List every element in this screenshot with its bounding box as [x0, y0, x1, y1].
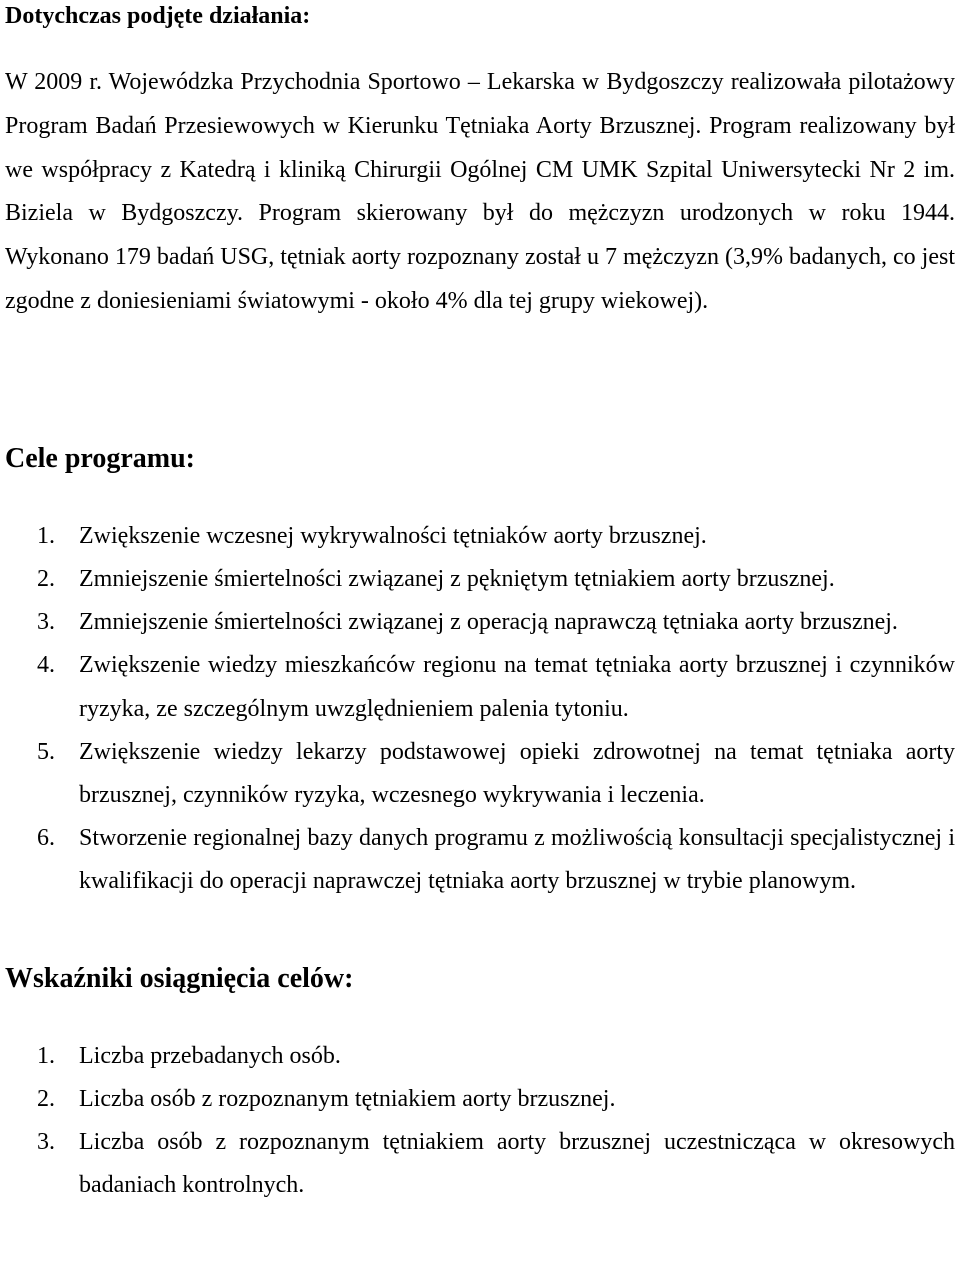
list-item-number: 6.: [37, 825, 55, 852]
list-item-number: 1.: [37, 1042, 55, 1069]
list-item: [5, 1078, 955, 1121]
list-item-number: 5.: [37, 738, 55, 765]
list-item-number: 3.: [37, 1129, 55, 1156]
list-item: [5, 515, 955, 558]
list-item-number: 2.: [37, 1085, 55, 1112]
indicators-list: [5, 1035, 955, 1208]
list-item-text: Liczba przebadanych osób.: [79, 1042, 341, 1069]
list-item-text: Stworzenie regionalnej bazy danych programu z możliwością konsultacji specjalistycznej i kwalifikacji do operacji naprawczej tętniaka aorty brzusznej w trybie planowym.: [79, 825, 955, 895]
goals-heading: Cele programu:: [5, 442, 195, 474]
list-item: [5, 731, 955, 817]
list-item-number: 4.: [37, 652, 55, 679]
list-item: [5, 558, 955, 601]
list-item-number: 1.: [37, 522, 55, 549]
list-item-text: Zmniejszenie śmiertelności związanej z operacją naprawczą tętniaka aorty brzusznej.: [79, 609, 898, 636]
indicators-heading: Wskaźniki osiągnięcia celów:: [5, 962, 354, 994]
intro-paragraph: W 2009 r. Wojewódzka Przychodnia Sportowo – Lekarska w Bydgoszczy realizowała pilotażowy Program Badań Przesiewowych w Kierunku Tętniaka Aorty Brzusznej. Program realizowany był we współpracy z Katedrą i kliniką Chirurgii Ogólnej CM UMK Szpital Uniwersytecki Nr 2 im. Biziela w Bydgoszczy. Program skierowany był do mężczyzn urodzonych w roku 1944. Wykonano 179 badań USG, tętniak aorty rozpoznany został u 7 mężczyzn (3,9% badanych, co jest zgodne z doniesieniami światowymi - około 4% dla tej grupy wiekowej).: [5, 69, 955, 314]
list-item: [5, 601, 955, 644]
list-item: [5, 1035, 955, 1078]
list-item-number: 2.: [37, 565, 55, 592]
list-item-text: Liczba osób z rozpoznanym tętniakiem aorty brzusznej.: [79, 1085, 616, 1112]
list-item-number: 3.: [37, 609, 55, 636]
document-page: [5, 0, 955, 1207]
list-item-text: Zwiększenie wczesnej wykrywalności tętniaków aorty brzusznej.: [79, 522, 707, 549]
list-item-text: Zwiększenie wiedzy mieszkańców regionu na temat tętniaka aorty brzusznej i czynników ryzyka, ze szczególnym uwzględnieniem palenia tytoniu.: [79, 652, 955, 722]
list-item-text: Zmniejszenie śmiertelności związanej z pękniętym tętniakiem aorty brzusznej.: [79, 565, 835, 592]
list-item: [5, 1121, 955, 1207]
list-item: [5, 817, 955, 903]
actions-heading: Dotychczas podjęte działania:: [5, 3, 311, 29]
list-item-text: Liczba osób z rozpoznanym tętniakiem aorty brzusznej uczestnicząca w okresowych badaniach kontrolnych.: [79, 1129, 955, 1199]
goals-list: [5, 515, 955, 904]
list-item: [5, 644, 955, 730]
list-item-text: Zwiększenie wiedzy lekarzy podstawowej opieki zdrowotnej na temat tętniaka aorty brzusznej, czynników ryzyka, wczesnego wykrywania i leczenia.: [79, 738, 955, 808]
